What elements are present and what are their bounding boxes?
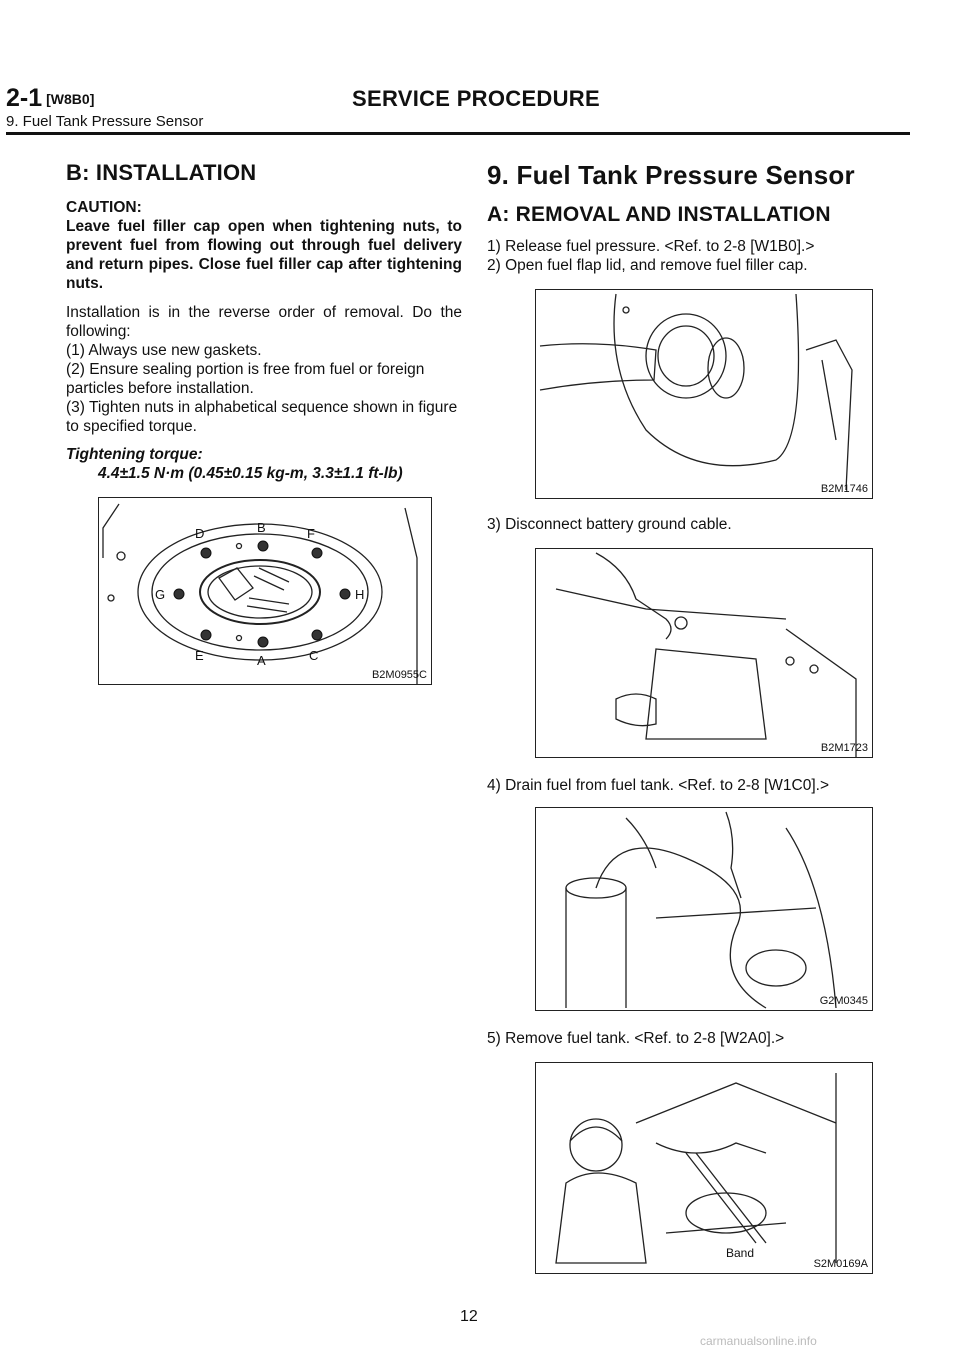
figure-battery-cable — [535, 548, 873, 758]
page-title: SERVICE PROCEDURE — [352, 86, 600, 111]
label-d: D — [195, 526, 205, 541]
figure-id: B2M1723 — [820, 742, 868, 754]
section-heading: 9. Fuel Tank Pressure Sensor — [487, 160, 855, 190]
section-number: 2-1 [W8B0] — [6, 84, 95, 112]
figure-id: S2M0169A — [813, 1258, 868, 1270]
page-number: 12 — [460, 1308, 478, 1325]
nut-sequence-drawing — [99, 498, 431, 684]
torque-value: 4.4±1.5 N·m (0.45±0.15 kg-m, 3.3±1.1 ft-lb) — [98, 465, 403, 482]
figure-id: B2M1746 — [820, 483, 868, 495]
label-h: H — [355, 587, 365, 602]
installation-item-1: (1) Always use new gaskets. — [66, 342, 262, 359]
header-rule — [6, 132, 910, 135]
left-column — [66, 160, 462, 685]
removal-heading: A: REMOVAL AND INSTALLATION — [487, 203, 831, 226]
step-4: 4) Drain fuel from fuel tank. <Ref. to 2-8 [W1C0].> — [487, 777, 830, 794]
installation-intro: Installation is in the reverse order of removal. Do the following: — [66, 304, 462, 340]
figure-remove-tank — [535, 1062, 873, 1274]
figure-drain-fuel — [535, 807, 873, 1011]
remove-tank-drawing — [536, 1063, 872, 1273]
label-b: B — [257, 520, 266, 535]
watermark: carmanualsonline.info — [700, 1334, 817, 1348]
label-e: E — [195, 648, 204, 663]
torque-label: Tightening torque: — [66, 446, 203, 463]
band-label: Band — [726, 1246, 755, 1260]
section-code: [W8B0] — [46, 91, 95, 107]
step-2: 2) Open fuel flap lid, and remove fuel filler cap. — [487, 257, 808, 274]
label-g: G — [155, 587, 166, 602]
right-column — [487, 160, 877, 1274]
installation-heading: B: INSTALLATION — [66, 160, 257, 185]
fuel-filler-drawing — [536, 290, 872, 498]
installation-item-3: (3) Tighten nuts in alphabetical sequence shown in figure to specified torque. — [66, 399, 458, 435]
installation-item-2: (2) Ensure sealing portion is free from fuel or foreign particles before installation. — [66, 361, 425, 397]
figure-nut-sequence — [98, 497, 432, 685]
figure-id: B2M0955C — [371, 669, 427, 681]
figure-id: G2M0345 — [819, 995, 868, 1007]
caution-label: CAUTION: — [66, 199, 142, 216]
step-1: 1) Release fuel pressure. <Ref. to 2-8 [W1B0].> — [487, 238, 815, 255]
label-a: A — [257, 653, 266, 668]
figure-fuel-filler — [535, 289, 873, 499]
label-c: C — [309, 648, 319, 663]
caution-text: Leave fuel filler cap open when tightening nuts, to prevent fuel from flowing out through fuel delivery and return pipes. Close fuel filler cap after tightening nuts. — [66, 218, 462, 292]
battery-cable-drawing — [536, 549, 872, 757]
step-5: 5) Remove fuel tank. <Ref. to 2-8 [W2A0].> — [487, 1030, 785, 1047]
label-f: F — [307, 526, 315, 541]
step-3: 3) Disconnect battery ground cable. — [487, 516, 732, 533]
drain-fuel-drawing — [536, 808, 872, 1010]
page-subtitle: 9. Fuel Tank Pressure Sensor — [6, 113, 204, 130]
